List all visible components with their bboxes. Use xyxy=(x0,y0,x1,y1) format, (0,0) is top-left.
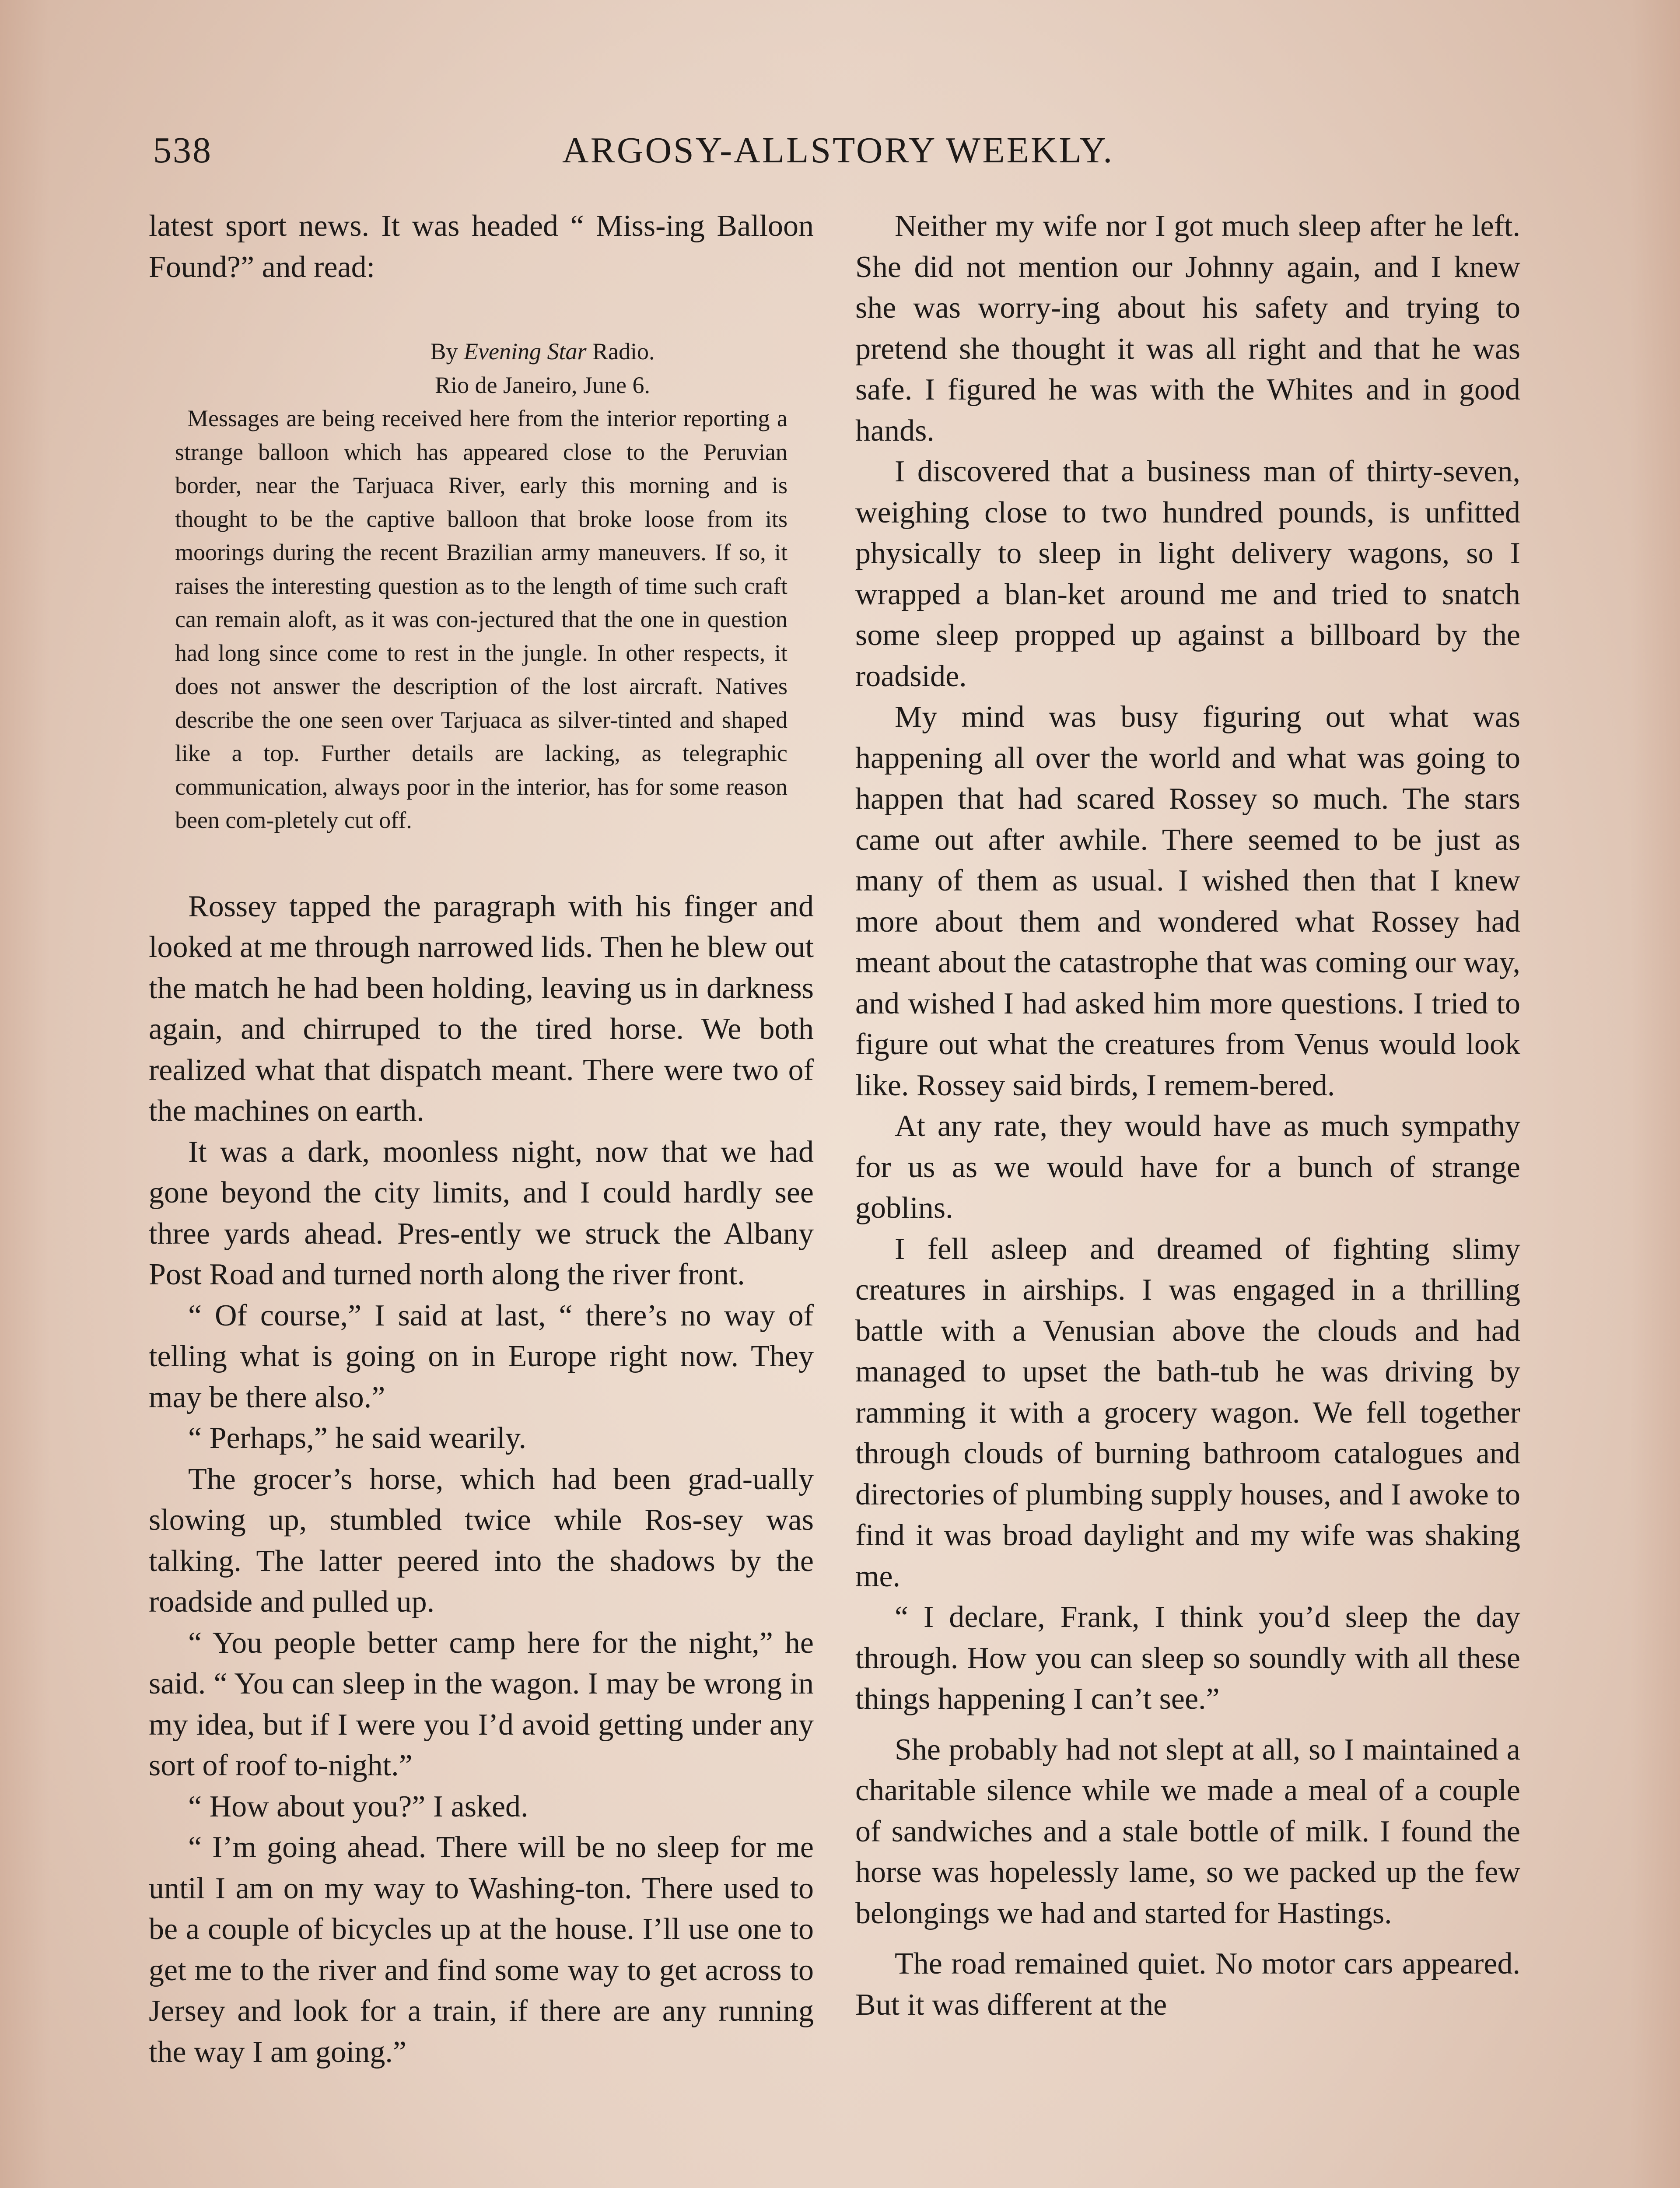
news-dispatch xyxy=(149,335,814,837)
left-column xyxy=(149,206,814,2072)
paragraph: My mind was busy figuring out what was happening all over the world and what was going to happen that had scared Rossey so much. The stars came out after awhile. There seemed to be just as many of them as usual. I wished then that I knew more about them and wondered what Rossey had meant about the catastrophe that was coming our way, and wished I had asked him more questions. I tried to figure out what the creatures from Venus would look like. Rossey said birds, I remem-bered. xyxy=(855,700,1520,1102)
paragraph: It was a dark, moonless night, now that we had gone beyond the city limits, and I could hardly see three yards ahead. Pres-ently we struck the Albany Post Road and turned north along the river front. xyxy=(149,1135,814,1291)
dispatch-byline xyxy=(175,335,788,368)
byline-source: Evening Star xyxy=(464,338,587,365)
paragraph: “ You people better camp here for the night,” he said. “ You can sleep in the wagon. I may be wrong in my idea, but if I were you I’d avoid getting under any sort of roof to-night.” xyxy=(149,1626,814,1782)
page-header xyxy=(153,129,1531,182)
paragraph: At any rate, they would have as much sympathy for us as we would have for a bunch of strange goblins. xyxy=(855,1109,1520,1225)
magazine-title: ARGOSY-ALLSTORY WEEKLY. xyxy=(562,130,1114,171)
byline-prefix: By xyxy=(430,338,464,365)
paragraph: The grocer’s horse, which had been grad-ually slowing up, stumbled twice while Ros-sey was talking. The latter peered into the shadows by the roadside and pulled up. xyxy=(149,1462,814,1619)
paragraph: latest sport news. It was headed “ Miss-ing Balloon Found?” and read: xyxy=(149,209,814,284)
paragraph: She probably had not slept at all, so I maintained a charitable silence while we made a meal of a couple of sandwiches and a stale bottle of milk. I found the horse was hopelessly lame, so we packed up the few belongings we had and started for Hastings. xyxy=(855,1732,1520,1930)
dispatch-body: Messages are being received here from the interior reporting a strange balloon which has appeared close to the Peruvian border, near the Tarjuaca River, early this morning and is thought to be the captive balloon that broke loose from its moorings during the recent Brazilian army maneuvers. If so, it raises the interesting question as to the length of time such craft can remain aloft, as it was con-jectured that the one in question had long since come to rest in the jungle. In other respects, it does not answer the description of the lost aircraft. Natives describe the one seen over Tarjuaca as silver-tinted and shaped like a top. Further details are lacking, as telegraphic communication, always poor in the interior, has for some reason been com-pletely cut off. xyxy=(175,405,788,833)
right-column xyxy=(855,206,1520,2025)
paragraph: Rossey tapped the paragraph with his finger and looked at me through narrowed lids. Then he blew out the match he had been holding, leaving us in darkness again, and chirruped to the tired horse. We both realized what that dispatch meant. There were two of the machines on earth. xyxy=(149,889,814,1128)
page-number: 538 xyxy=(153,130,212,171)
paragraph: The road remained quiet. No motor cars appeared. But it was different at the xyxy=(855,1947,1520,2022)
paragraph: “ I declare, Frank, I think you’d sleep the day through. How you can sleep so soundly with all these things happening I can’t see.” xyxy=(855,1600,1520,1716)
paragraph: “ How about you?” I asked. xyxy=(188,1789,528,1823)
dispatch-dateline: Rio de Janeiro, June 6. xyxy=(435,372,650,398)
byline-suffix: Radio. xyxy=(586,338,655,365)
paragraph: “ Perhaps,” he said wearily. xyxy=(188,1421,526,1455)
paragraph: Neither my wife nor I got much sleep after he left. She did not mention our Johnny again, and I knew she was worry-ing about his safety and trying to pretend she thought it was all right and that he was safe. I figured he was with the Whites and in good hands. xyxy=(855,209,1520,448)
paragraph: “ Of course,” I said at last, “ there’s no way of telling what is going on in Europe right now. They may be there also.” xyxy=(149,1298,814,1414)
paragraph: “ I’m going ahead. There will be no sleep for me until I am on my way to Washing-ton. There used to be a couple of bicycles up at the house. I’ll use one to get me to the river and find some way to get across to Jersey and look for a train, if there are any running the way I am going.” xyxy=(149,1830,814,2069)
paragraph: I fell asleep and dreamed of fighting slimy creatures in airships. I was engaged in a thrilling battle with a Venusian above the clouds and had managed to upset the bath-tub he was driving by ramming it with a grocery wagon. We fell together through clouds of burning bathroom catalogues and directories of plumbing supply houses, and I awoke to find it was broad daylight and my wife was shaking me. xyxy=(855,1232,1520,1593)
paragraph: I discovered that a business man of thirty-seven, weighing close to two hundred pounds, is unfitted physically to sleep in light delivery wagons, so I wrapped a blan-ket around me and tried to snatch some sleep propped up against a billboard by the roadside. xyxy=(855,455,1520,693)
